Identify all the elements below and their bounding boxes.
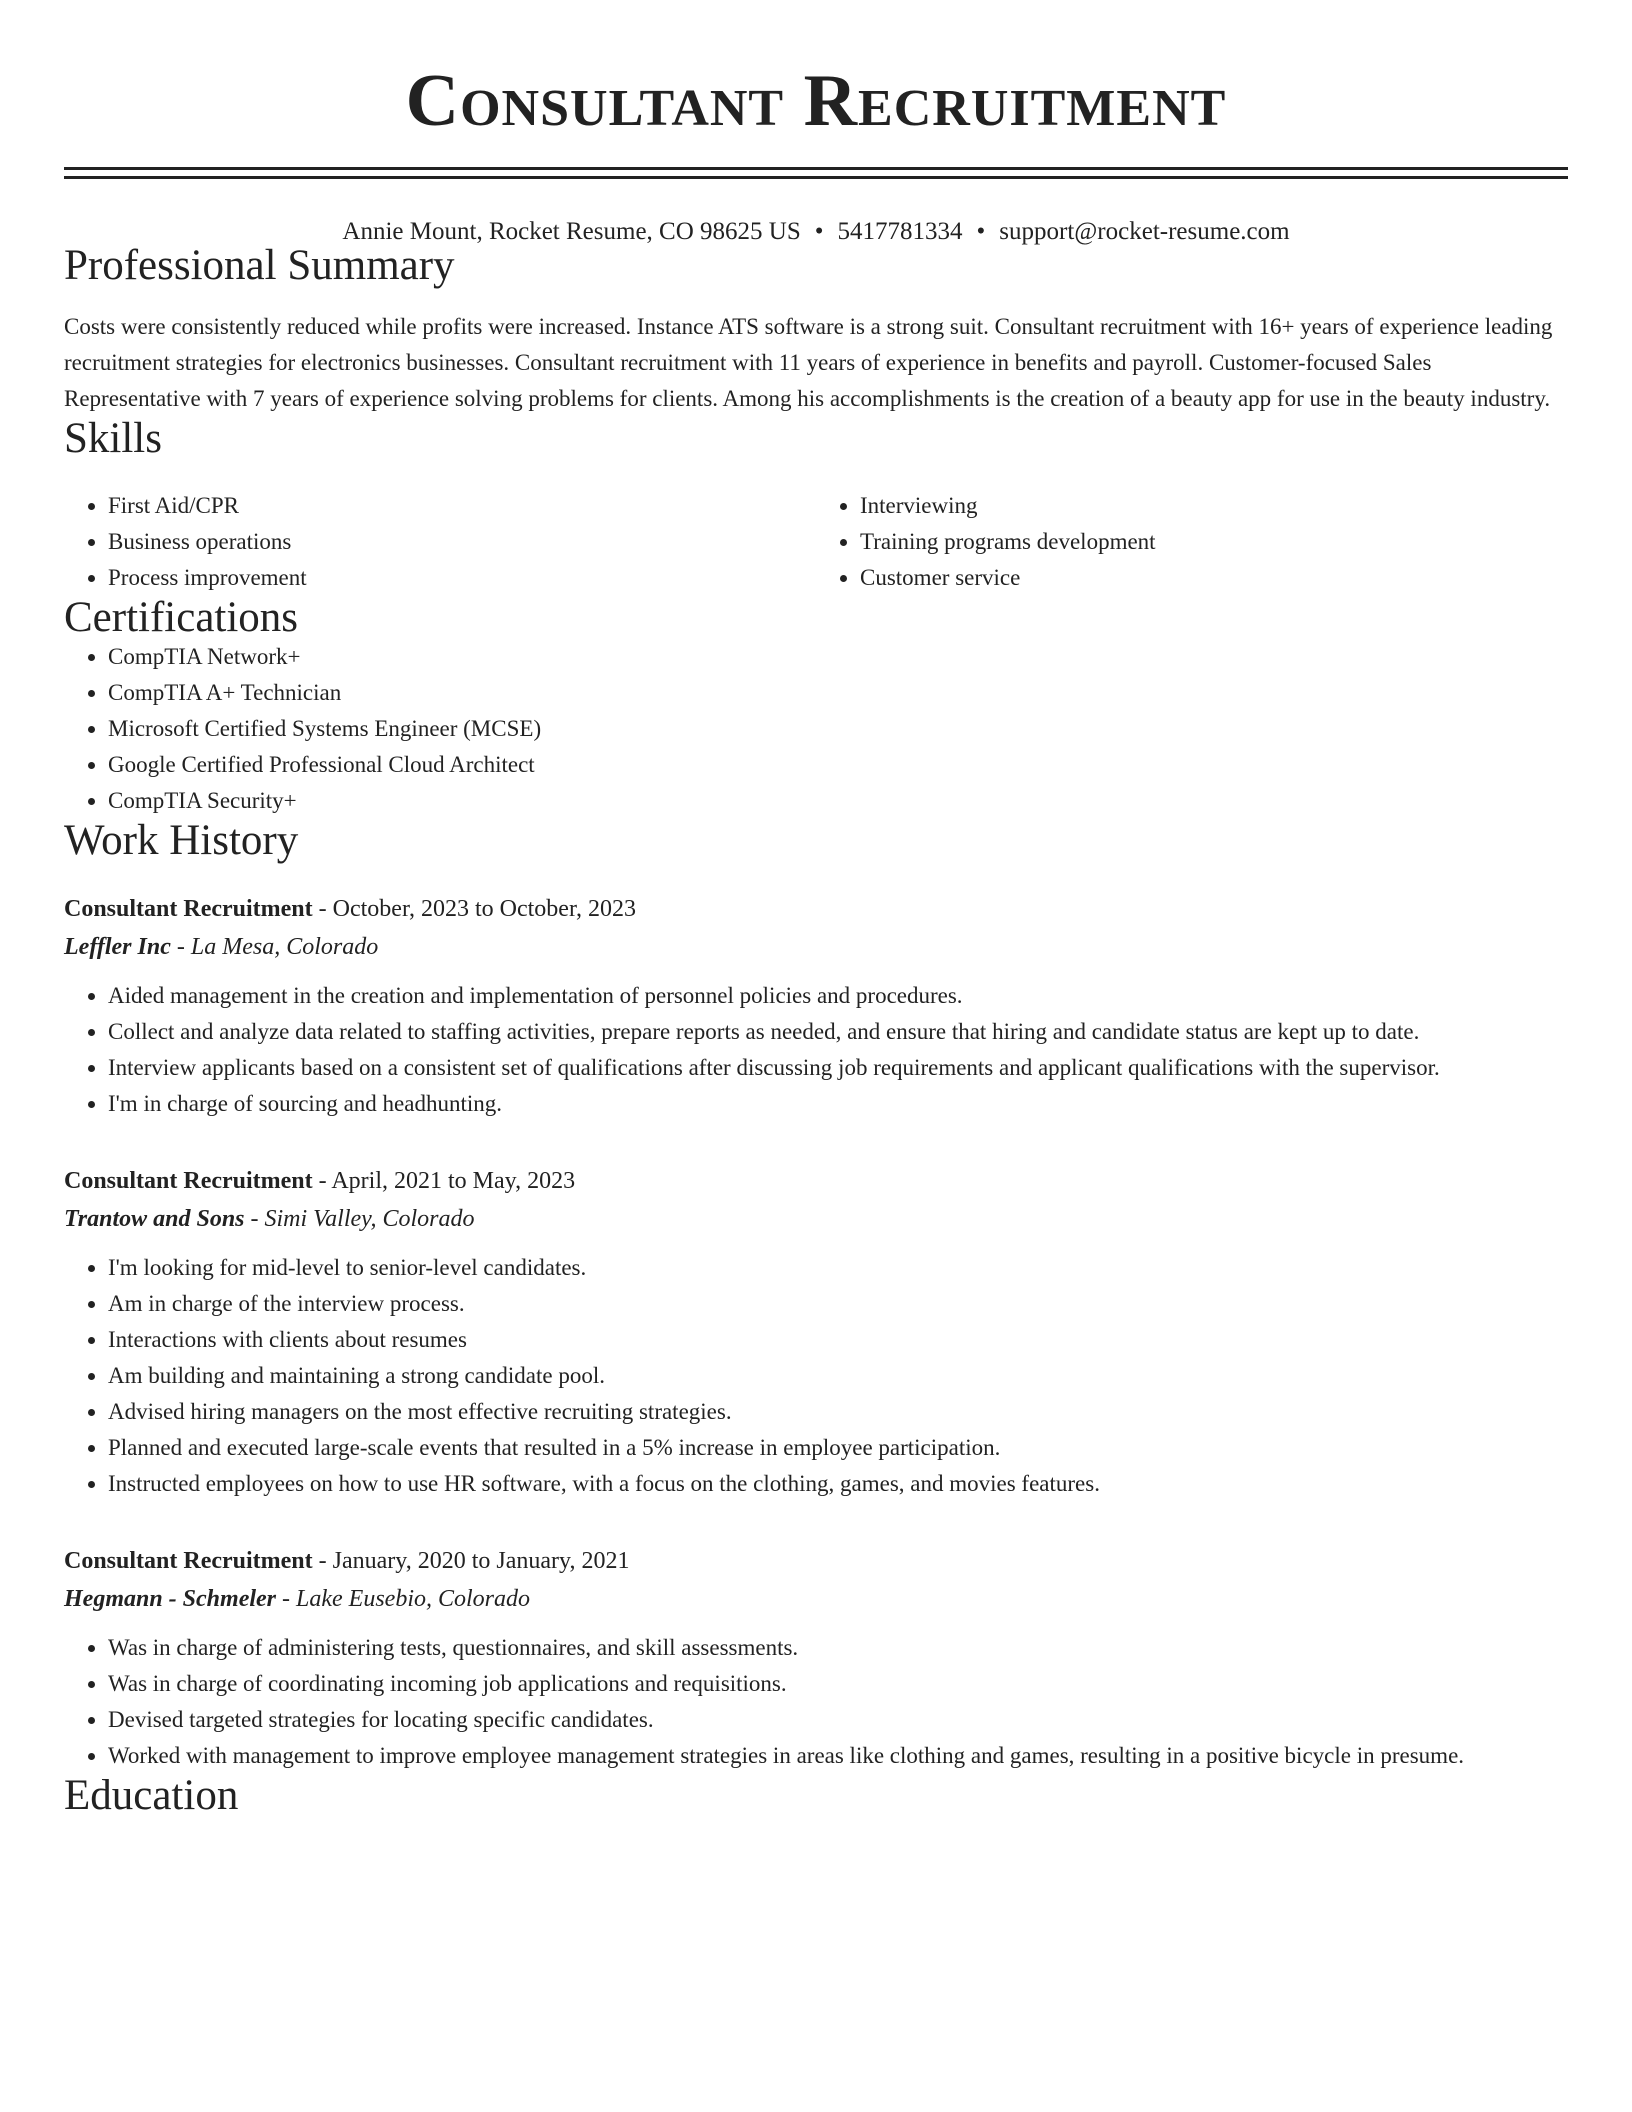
certification-item: • Google Certified Professional Cloud Architect [108, 747, 1568, 783]
job-bullet: • Interactions with clients about resumes [108, 1322, 1568, 1358]
job-entry [64, 1542, 1568, 1774]
certification-item: • Microsoft Certified Systems Engineer (MCSE) [108, 711, 1568, 747]
job-bullet: • Worked with management to improve employee management strategies in areas like clothing and games, resulting in a positive bicycle in presume. [108, 1738, 1568, 1774]
contact-separator: • [814, 218, 824, 245]
job-entry [64, 1162, 1568, 1502]
job-bullet: • Devised targeted strategies for locating specific candidates. [108, 1702, 1568, 1738]
job-bullet: • I'm looking for mid-level to senior-level candidates. [108, 1250, 1568, 1286]
job-company-line [64, 1580, 1568, 1618]
education-heading: Education [64, 1772, 239, 1819]
job-dates: - April, 2021 to May, 2023 [312, 1168, 576, 1194]
skills-list-left [64, 488, 816, 596]
job-bullet: • Interview applicants based on a consistent set of qualifications after discussing job requirements and applicant qualifications with the supervisor. [108, 1050, 1568, 1086]
job-company-line [64, 928, 1568, 966]
job-bullets [64, 1630, 1568, 1774]
job-company-line [64, 1200, 1568, 1238]
job-entry [64, 890, 1568, 1122]
certification-item: • CompTIA Network+ [108, 639, 1568, 675]
job-company: Leffler Inc [64, 934, 171, 960]
skills-heading: Skills [64, 415, 162, 462]
job-location: - La Mesa, Colorado [170, 934, 379, 960]
skill-item: • Process improvement [108, 560, 816, 596]
job-bullet: • Aided management in the creation and implementation of personnel policies and procedures. [108, 978, 1568, 1014]
job-title-line [64, 1162, 1568, 1200]
contact-email: support@rocket-resume.com [999, 218, 1290, 245]
work-history-heading: Work History [64, 817, 299, 864]
contact-address: Annie Mount, Rocket Resume, CO 98625 US [342, 218, 801, 245]
job-title-line [64, 890, 1568, 928]
job-role: Consultant Recruitment [64, 1548, 313, 1574]
skill-item: • First Aid/CPR [108, 488, 816, 524]
summary-text: Costs were consistently reduced while profits were increased. Instance ATS software is a strong suit. Consultant recruitment with 16+ years of experience leading recruitment strategies for electronics businesses. Consultant recruitment with 11 years of experience in benefits and payroll. Customer-focused Sales Representative with 7 years of experience solving problems for clients. Among his accomplishments is the creation of a beauty app for use in the beauty industry. [64, 314, 1553, 411]
certifications-list [64, 639, 1568, 819]
job-bullets [64, 978, 1568, 1122]
skills-columns [64, 488, 1568, 596]
job-role: Consultant Recruitment [64, 1168, 313, 1194]
job-location: - Simi Valley, Colorado [244, 1206, 475, 1232]
job-location: - Lake Eusebio, Colorado [276, 1586, 530, 1612]
contact-separator: • [976, 218, 986, 245]
skill-item: • Interviewing [860, 488, 1568, 524]
contact-phone: 5417781334 [837, 218, 963, 245]
job-bullet: • Collect and analyze data related to staffing activities, prepare reports as needed, and ensure that hiring and candidate status are kept up to date. [108, 1014, 1568, 1050]
job-role: Consultant Recruitment [64, 896, 313, 922]
skill-item: • Business operations [108, 524, 816, 560]
title-rule-top [64, 167, 1568, 170]
skill-item: • Customer service [860, 560, 1568, 596]
certification-item: • CompTIA A+ Technician [108, 675, 1568, 711]
job-dates: - October, 2023 to October, 2023 [312, 896, 636, 922]
job-bullet: • Planned and executed large-scale events that resulted in a 5% increase in employee participation. [108, 1430, 1568, 1466]
title-rule-bottom [64, 176, 1568, 179]
job-company: Hegmann - Schmeler [64, 1586, 277, 1612]
certification-item: • CompTIA Security+ [108, 783, 1568, 819]
skills-list-right [816, 488, 1568, 596]
skill-item: • Training programs development [860, 524, 1568, 560]
job-bullets [64, 1250, 1568, 1502]
job-dates: - January, 2020 to January, 2021 [312, 1548, 630, 1574]
contact-line [64, 219, 1568, 244]
job-bullet: • Was in charge of coordinating incoming job applications and requisitions. [108, 1666, 1568, 1702]
job-bullet: • Am in charge of the interview process. [108, 1286, 1568, 1322]
job-bullet: • Advised hiring managers on the most effective recruiting strategies. [108, 1394, 1568, 1430]
job-title-line [64, 1542, 1568, 1580]
resume-title: Consultant Recruitment [405, 60, 1227, 142]
certifications-heading: Certifications [64, 594, 299, 641]
summary-heading: Professional Summary [64, 242, 455, 289]
job-company: Trantow and Sons [64, 1206, 245, 1232]
job-bullet: • I'm in charge of sourcing and headhunting. [108, 1086, 1568, 1122]
job-bullet: • Was in charge of administering tests, questionnaires, and skill assessments. [108, 1630, 1568, 1666]
job-bullet: • Am building and maintaining a strong candidate pool. [108, 1358, 1568, 1394]
job-bullet: • Instructed employees on how to use HR software, with a focus on the clothing, games, and movies features. [108, 1466, 1568, 1502]
